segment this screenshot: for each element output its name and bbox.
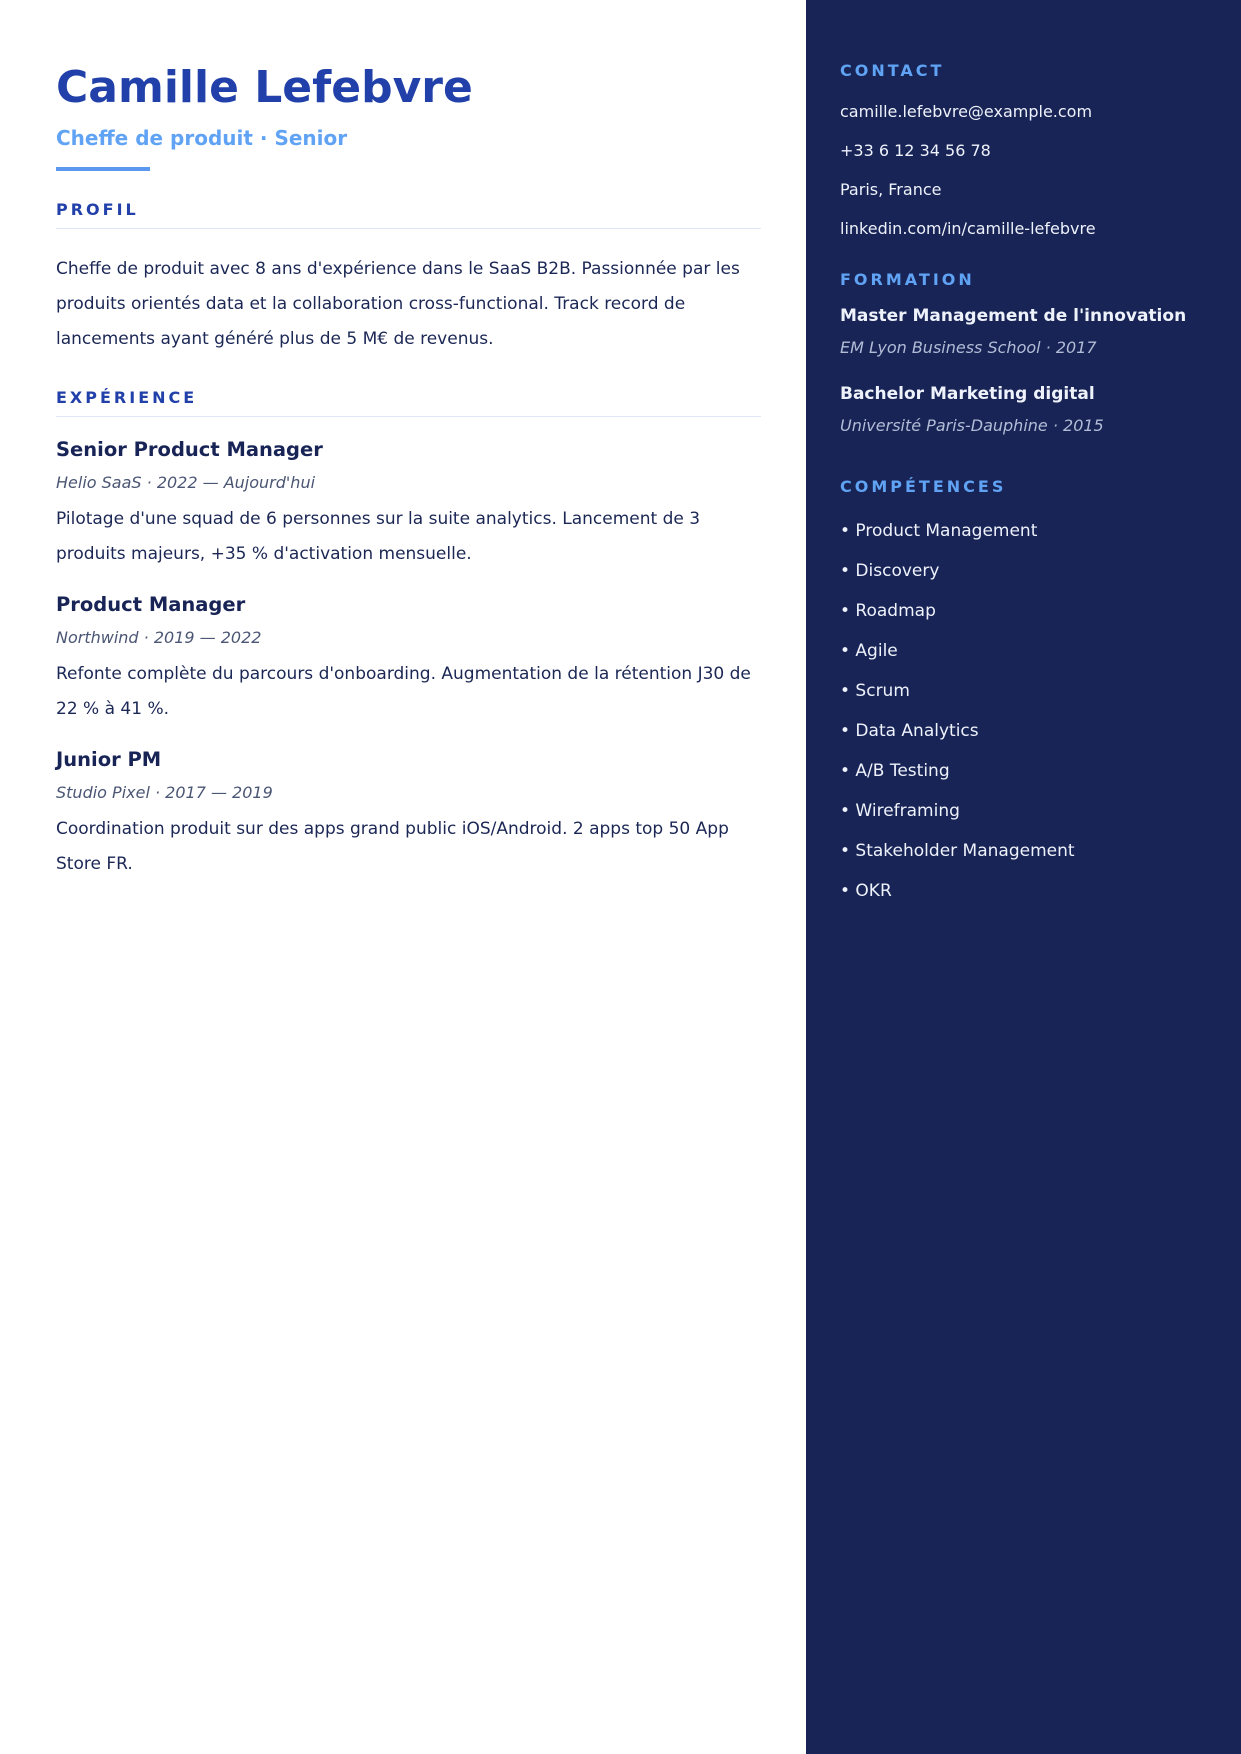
profil-heading: PROFIL	[56, 200, 139, 219]
contact-list	[840, 102, 1211, 239]
candidate-role: Cheffe de produit · Senior	[56, 126, 348, 150]
accent-divider	[56, 167, 150, 171]
job-description: Pilotage d'une squad de 6 personnes sur la suite analytics. Lancement de 3 produits majeurs, +35 % d'activation mensuelle.	[56, 509, 701, 564]
skill-item: • Stakeholder Management	[840, 841, 1075, 861]
contact-heading: CONTACT	[840, 61, 945, 80]
contact-linkedin[interactable]: linkedin.com/in/camille-lefebvre	[840, 219, 1096, 238]
job-meta: Northwind · 2019 — 2022	[56, 628, 262, 647]
skill-item: • Scrum	[840, 681, 910, 701]
degree-meta: EM Lyon Business School · 2017	[840, 338, 1097, 357]
skill-item: • Roadmap	[840, 601, 936, 621]
job-title: Junior PM	[56, 748, 162, 771]
degree-name: Bachelor Marketing digital	[840, 384, 1095, 404]
experience-divider	[56, 416, 761, 417]
job-title: Senior Product Manager	[56, 438, 323, 461]
skill-item: • OKR	[840, 881, 892, 901]
degree-name: Master Management de l'innovation	[840, 306, 1187, 326]
job-description: Coordination produit sur des apps grand public iOS/Android. 2 apps top 50 App Store FR.	[56, 819, 729, 874]
experience-item	[56, 747, 761, 882]
skills-list	[840, 521, 1211, 901]
skills-heading: COMPÉTENCES	[840, 477, 1007, 496]
profil-text: Cheffe de produit avec 8 ans d'expérience dans le SaaS B2B. Passionnée par les produits orientés data et la collaboration cross-functional. Track record de lancements ayant généré plus de 5 M€ de revenus.	[56, 259, 740, 349]
candidate-name: Camille Lefebvre	[56, 62, 473, 113]
skill-item: • Agile	[840, 641, 898, 661]
skill-item: • Wireframing	[840, 801, 960, 821]
profil-divider	[56, 228, 761, 229]
degree-meta: Université Paris-Dauphine · 2015	[840, 416, 1104, 435]
job-meta: Helio SaaS · 2022 — Aujourd'hui	[56, 473, 316, 492]
job-title: Product Manager	[56, 593, 246, 616]
skill-item: • A/B Testing	[840, 761, 950, 781]
degree-item	[840, 302, 1211, 358]
contact-email[interactable]: camille.lefebvre@example.com	[840, 102, 1093, 121]
experience-item	[56, 592, 761, 727]
skill-item: • Discovery	[840, 561, 940, 581]
experience-item	[56, 437, 761, 572]
skill-item: • Data Analytics	[840, 721, 979, 741]
contact-location: Paris, France	[840, 180, 942, 199]
degree-item	[840, 380, 1211, 436]
job-meta: Studio Pixel · 2017 — 2019	[56, 783, 273, 802]
formation-heading: FORMATION	[840, 270, 975, 289]
contact-phone[interactable]: +33 6 12 34 56 78	[840, 141, 991, 160]
experience-heading: EXPÉRIENCE	[56, 388, 198, 407]
skill-item: • Product Management	[840, 521, 1038, 541]
sidebar	[806, 0, 1241, 1754]
job-description: Refonte complète du parcours d'onboarding. Augmentation de la rétention J30 de 22 % à 41 %.	[56, 664, 751, 719]
